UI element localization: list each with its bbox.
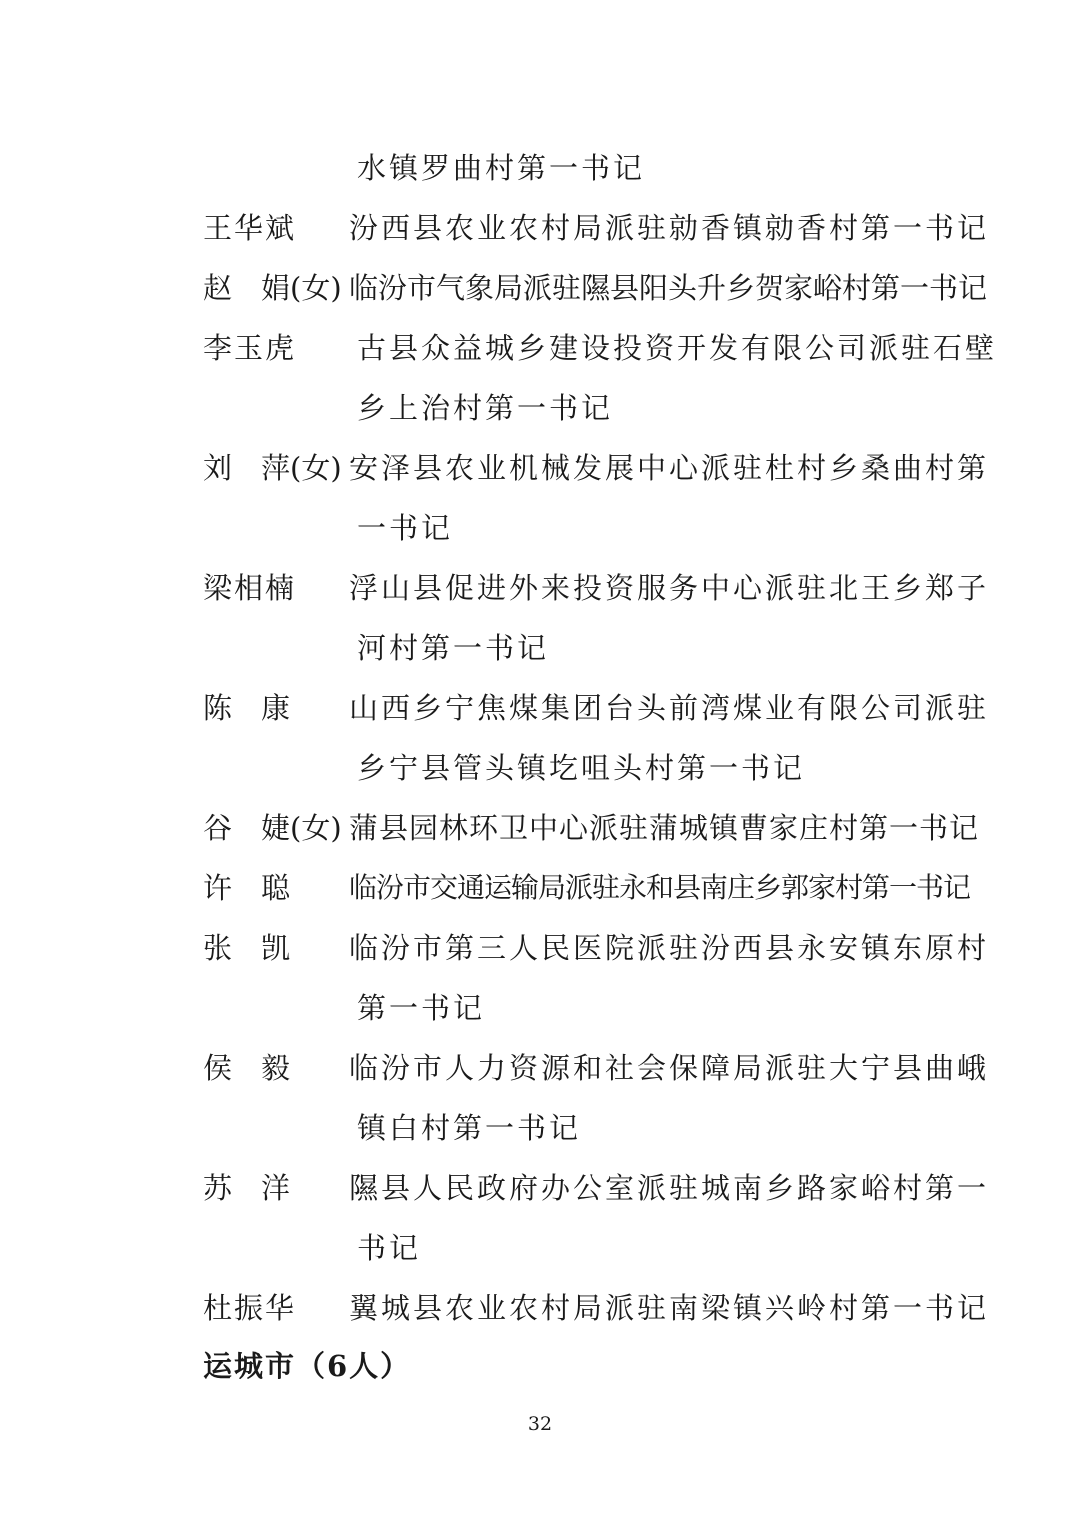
entry-description: 浮山县促进外来投资服务中心派驻北王乡郑子 xyxy=(349,571,990,605)
entry-continuation: 河村第一书记 xyxy=(357,631,550,665)
section-heading: 运城市（6人） xyxy=(203,1349,412,1383)
entry-description: 翼城县农业农村局派驻南梁镇兴岭村第一书记 xyxy=(349,1291,990,1325)
entry-description: 临汾市人力资源和社会保障局派驻大宁县曲峨 xyxy=(349,1051,990,1085)
entry-continuation: 乡上治村第一书记 xyxy=(357,391,614,425)
entry-continuation: 水镇罗曲村第一书记 xyxy=(357,151,646,185)
entry-name: 王华斌 xyxy=(203,211,297,245)
entry-description: 临汾市气象局派驻隰县阳头升乡贺家峪村第一书记 xyxy=(349,271,988,305)
entry-name: 苏 洋 xyxy=(203,1171,291,1205)
page-number: 32 xyxy=(527,1413,553,1435)
entry-description: 临汾市交通运输局派驻永和县南庄乡郭家村第一书记 xyxy=(349,871,971,904)
entry-description: 蒲县园林环卫中心派驻蒲城镇曹家庄村第一书记 xyxy=(349,811,980,845)
entry-description: 山西乡宁焦煤集团台头前湾煤业有限公司派驻 xyxy=(349,691,990,725)
entry-name: 侯 毅 xyxy=(203,1051,291,1085)
entry-continuation: 一书记 xyxy=(357,511,454,545)
entry-name: 李玉虎 xyxy=(203,331,297,365)
entry-name: 谷 婕(女) xyxy=(203,811,342,845)
entry-name: 赵 娟(女) xyxy=(203,271,342,305)
entry-continuation: 乡宁县管头镇圪咀头村第一书记 xyxy=(357,751,806,785)
entry-description: 安泽县农业机械发展中心派驻杜村乡桑曲村第 xyxy=(349,451,990,485)
entry-name: 刘 萍(女) xyxy=(203,451,342,485)
entry-description: 临汾市第三人民医院派驻汾西县永安镇东原村 xyxy=(349,931,990,965)
entry-name: 陈 康 xyxy=(203,691,291,725)
entry-description: 隰县人民政府办公室派驻城南乡路家峪村第一 xyxy=(349,1171,990,1205)
entry-continuation: 书记 xyxy=(357,1231,422,1265)
entry-description: 古县众益城乡建设投资开发有限公司派驻石壁 xyxy=(357,331,998,365)
entry-name: 梁相楠 xyxy=(203,571,297,605)
entry-name: 许 聪 xyxy=(203,871,291,905)
entry-name: 杜振华 xyxy=(203,1291,297,1325)
entry-continuation: 第一书记 xyxy=(357,991,486,1025)
entry-name: 张 凯 xyxy=(203,931,291,965)
entry-continuation: 镇白村第一书记 xyxy=(357,1111,582,1145)
entry-description: 汾西县农业农村局派驻勍香镇勍香村第一书记 xyxy=(349,211,990,245)
